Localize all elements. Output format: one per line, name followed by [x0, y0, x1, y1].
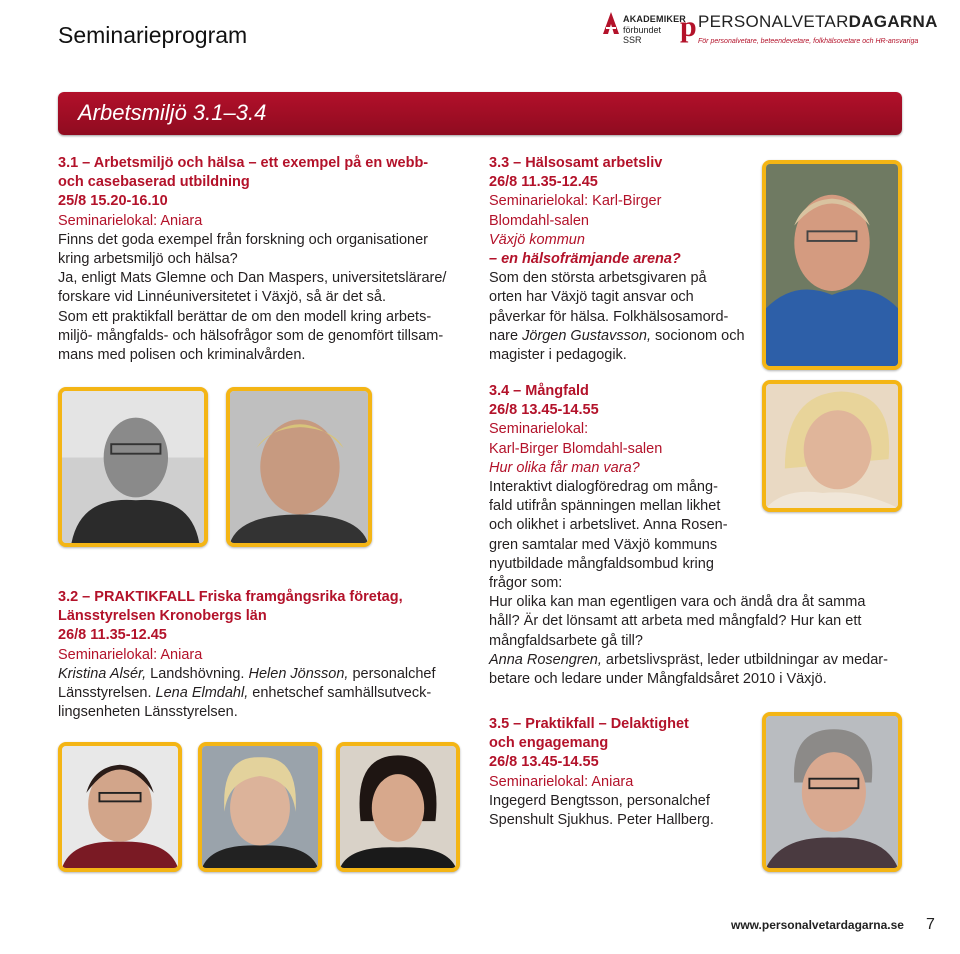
seminar-subtitle: – en hälsofrämjande arena?: [489, 251, 681, 268]
brand-p-mark: p: [680, 10, 697, 43]
seminar-time: 26/8 11.35-12.45: [489, 174, 598, 191]
brand-tagline: För personalvetare, beteendevetare, folkhälsovetare och HR-ansvariga: [698, 38, 919, 45]
seminar-3-5: [489, 715, 714, 830]
seminar-3-1: [58, 154, 446, 365]
seminar-heading: 3.4 – Mångfald: [489, 383, 589, 399]
body-line: Som ett praktikfall berättar de om den modell kring arbets-: [58, 308, 432, 325]
brand-name: PERSONALVETARDAGARNA: [698, 12, 938, 31]
akademiker-mark-icon: [603, 12, 619, 34]
seminar-room: Seminarielokal: Aniara: [58, 212, 203, 229]
seminar-room: Blomdahl-salen: [489, 212, 589, 229]
body-line: Ingegerd Bengtsson, personalchef: [489, 792, 710, 809]
body-line: påverkar för hälsa. Folkhälsosamord-: [489, 308, 729, 325]
seminar-time: 26/8 11.35-12.45: [58, 627, 167, 644]
seminar-heading: och engagemang: [489, 735, 609, 752]
footer-website-link[interactable]: www.personalvetardagarna.se: [731, 918, 904, 932]
body-line: Kristina Alsér, Landshövning. Helen Jönsson, personalchef: [58, 665, 436, 682]
body-line: Ja, enligt Mats Glemne och Dan Maspers, universitetslärare/: [58, 270, 447, 287]
akademiker-logo-line2: förbundet SSR: [623, 25, 662, 45]
body-line: nare Jörgen Gustavsson, socionom och: [489, 327, 745, 344]
seminar-heading: och casebaserad utbildning: [58, 174, 250, 191]
body-line: frågor som:: [489, 575, 563, 592]
section-banner: [58, 92, 902, 135]
body-line: Hur olika kan man egentligen vara och ändå dra åt samma: [489, 594, 866, 611]
speaker-photo-jorgen-gustavsson: [762, 160, 902, 370]
body-line: Finns det goda exempel från forskning och organisationer: [58, 231, 428, 248]
body-line: lingsenheten Länsstyrelsen.: [58, 704, 238, 721]
body-line: mans med polisen och kriminalvården.: [58, 347, 306, 364]
body-line: orten har Växjö tagit ansvar och: [489, 289, 694, 306]
body-line: Länsstyrelsen. Lena Elmdahl, enhetschef samhällsutveck-: [58, 685, 432, 702]
body-line: nyutbildade mångfaldsombud kring: [489, 555, 714, 572]
seminar-room: Seminarielokal:: [489, 421, 589, 438]
body-line: och olikhet i arbetslivet. Anna Rosen-: [489, 517, 728, 534]
body-line: betare och ledare under Mångfaldsåret 2010 i Växjö.: [489, 671, 827, 688]
body-line: gren samtalar med Växjö kommuns: [489, 536, 718, 553]
seminar-time: 26/8 13.45-14.55: [489, 754, 599, 771]
seminar-room: Seminarielokal: Karl-Birger: [489, 193, 662, 210]
speaker-photo-ingegerd-bengtsson: [762, 712, 902, 872]
seminar-subtitle: Växjö kommun: [489, 231, 585, 248]
body-line: miljö- mångfalds- och hälsofrågor som de genomfört tillsam-: [58, 327, 444, 344]
body-line: mångfaldsarbete gå till?: [489, 632, 643, 649]
body-line: kring arbetsmiljö och hälsa?: [58, 251, 238, 268]
seminar-3-3: [489, 154, 745, 365]
body-line: håll? Är det lönsamt att arbeta med mångfald? Hur kan ett: [489, 613, 862, 630]
body-line: Som den största arbetsgivaren på: [489, 270, 707, 287]
body-line: Spenshult Sjukhus. Peter Hallberg.: [489, 812, 714, 829]
body-line: fald utifrån spänningen mellan likhet: [489, 498, 721, 515]
seminar-3-2: [58, 588, 436, 722]
page-title: Seminarieprogram: [58, 22, 248, 48]
seminar-heading: 3.2 – PRAKTIKFALL Friska framgångsrika företag,: [58, 589, 403, 605]
seminar-room: Seminarielokal: Aniara: [58, 646, 203, 663]
seminar-room: Karl-Birger Blomdahl-salen: [489, 440, 663, 457]
akademiker-logo-line1: AKADEMIKER: [623, 14, 687, 24]
speaker-photo-lena-elmdahl: [336, 742, 460, 872]
personalvetardagarna-logo: [680, 8, 938, 52]
seminar-heading: Länsstyrelsen Kronobergs län: [58, 608, 267, 625]
body-line: Interaktivt dialogföredrag om mång-: [489, 479, 718, 496]
seminar-heading: 3.5 – Praktikfall – Delaktighet: [489, 716, 689, 732]
seminar-time: 26/8 13.45-14.55: [489, 402, 599, 419]
akademikerforbundet-logo: [603, 10, 687, 45]
speaker-photo-kristina-alser: [58, 742, 182, 872]
speaker-photo-helen-jonsson: [198, 742, 322, 872]
banner-title: Arbetsmiljö 3.1–3.4: [78, 100, 267, 125]
seminar-subtitle: Hur olika får man vara?: [489, 459, 640, 476]
seminar-heading: 3.1 – Arbetsmiljö och hälsa – ett exempel på en webb-: [58, 155, 429, 171]
body-line: Anna Rosengren, arbetslivspräst, leder utbildningar av medar-: [489, 651, 888, 668]
seminar-time: 25/8 15.20-16.10: [58, 193, 168, 210]
speaker-photo-dan-maspers: [226, 387, 372, 547]
body-line: magister i pedagogik.: [489, 347, 627, 364]
page-number: 7: [926, 916, 935, 933]
seminar-heading: 3.3 – Hälsosamt arbetsliv: [489, 155, 663, 171]
seminar-room: Seminarielokal: Aniara: [489, 773, 634, 790]
speaker-photo-anna-rosengren: [762, 380, 902, 512]
body-line: forskare vid Linnéuniversitetet i Växjö, så är det så.: [58, 289, 387, 306]
speaker-photo-mats-glemne: [58, 387, 208, 547]
